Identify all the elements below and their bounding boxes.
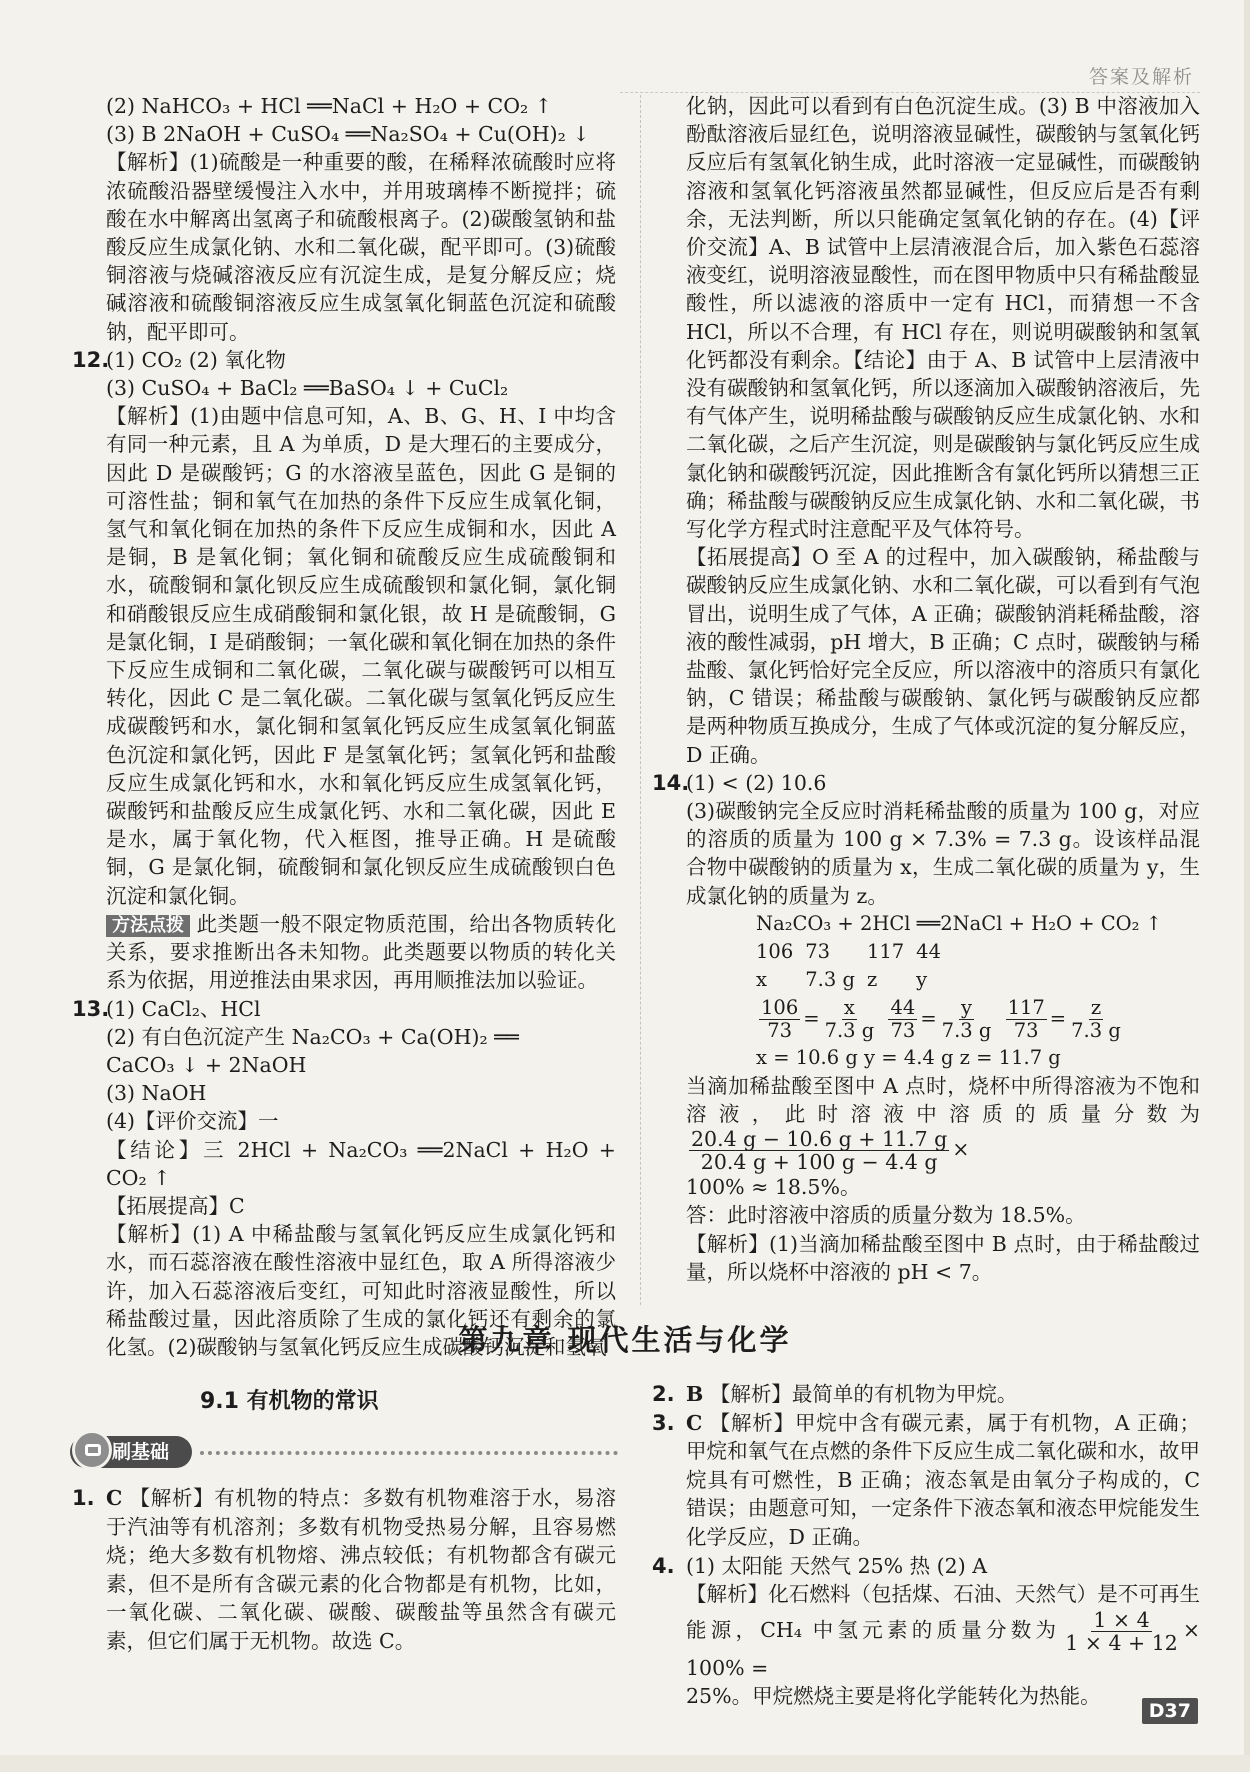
method-note [106, 910, 616, 995]
question-14 [652, 769, 1200, 797]
analysis-text: 【解析】(1)当滴加稀盐酸至图中 B 点时，由于稀盐酸过量，所以烧杯中溶液的 pH < 7。 [686, 1231, 1200, 1284]
method-tag: 方法点拨 [106, 915, 190, 937]
table-cell: z [866, 968, 878, 992]
answer-line: CaCO₃ ↓ + 2NaOH [106, 1052, 307, 1077]
choice-answer: C [686, 1410, 703, 1435]
table-cell: 106 [756, 940, 794, 964]
running-head: 答案及解析 [1088, 66, 1194, 88]
analysis-text: 【解析】(1) A 中稀盐酸与氢氧化钙反应生成氯化钙和水，而石蕊溶液在酸性溶液中显红色，取 A 所得溶液少许，加入石蕊溶液后变红，可知此时溶液显酸性，所以稀盐酸过量，因此溶质除了生成的氯化钙还有剩余的氯化氢。(2)碳酸钠与氢氧化钙反应生成碳酸钙沉淀和氢氧 [106, 1222, 616, 1359]
conclusion-lead: 当滴加稀盐酸至图中 A 点时，烧杯中所得溶液为不饱和溶液，此时溶液中溶质的质量分数为 [686, 1073, 1200, 1126]
numerator: z [1090, 995, 1102, 1019]
analysis-text: 化钠，因此可以看到有白色沉淀生成。(3) B 中溶液加入酚酞溶液后显红色，说明溶液显碱性，碳酸钠与氢氧化钙反应后有氢氧化钠生成，此时溶液一定显碱性，而碳酸钠溶液和氢氧化钙溶液虽然都显碱性，但反应后是否有剩余，无法判断，所以只能确定氢氧化钠的存在。(4)【评价交流】A、B 试管中上层清液混合后，加入紫色石蕊溶液变红，说明溶液显酸性，而在图甲物质中只有稀盐酸显酸性，所以滤液的溶质中一定有 HCl，而猜想一不含 HCl，所以不合理，有 HCl 存在，则说明碳酸钠和氢氧化钙都没有剩余。【结论】由于 A、B 试管中上层清液中没有碳酸钠和氢氧化钙，所以逐滴加入碳酸钠溶液后，先有气体产生，说明稀盐酸与碳酸钠反应生成氯化钠、水和二氧化碳，之后产生沉淀，则是碳酸钠与氯化钙反应生成氯化钠和碳酸钙沉淀，因此推断含有氯化钙所以猜想三正确；稀盐酸与碳酸钠反应生成氯化钠、水和二氧化碳，书写化学方程式时注意配平及气体符号。 [686, 94, 1200, 542]
fraction [888, 997, 917, 1042]
question-2 [652, 1380, 1200, 1409]
left-column [72, 92, 616, 1361]
right-column [652, 92, 1200, 1286]
ratio-row: $\frac{106}{73}$ = $\frac{x}{7.3 g}$ $\frac{44}{73}$ = $\frac{y}{7.3 g}$ $\frac{117}{73}$ = $\frac{z}{7.3 g}$ [761, 995, 1121, 1042]
denominator: 73 [890, 1018, 916, 1042]
answer-line: (2) 有白色沉淀产生 Na₂CO₃ + Ca(OH)₂ ══ [106, 1024, 519, 1049]
analysis-text: 【解析】(1)硫酸是一种重要的酸，在稀释浓硫酸时应将浓硫酸沿器壁缓慢注入水中，并用玻璃棒不断搅拌；硫酸在水中解离出氢离子和硫酸根离子。(2)碳酸氢钠和盐酸反应生成氯化钠、水和二氧化碳，配平即可。(3)硫酸铜溶液与烧碱溶液反应有沉淀生成，是复分解反应；烧碱溶液和硫酸铜溶液反应生成氢氧化铜蓝色沉淀和硫酸钠，配平即可。 [106, 150, 616, 344]
answer-line: (1) CaCl₂、HCl [106, 996, 261, 1021]
question-1-text [72, 1484, 616, 1656]
dotted-rule [200, 1451, 618, 1455]
denominator: 7.3 g [824, 1018, 875, 1042]
answer-line: (1) < (2) 10.6 [686, 770, 827, 795]
fraction [1069, 997, 1123, 1042]
fraction [759, 997, 800, 1042]
section-badge-row [70, 1436, 618, 1476]
results-line: x = 10.6 g y = 4.4 g z = 11.7 g [756, 1045, 1061, 1069]
numerator: 20.4 g − 10.6 g + 11.7 g [691, 1127, 948, 1152]
answer-line: (3) CuSO₄ + BaCl₂ ══BaSO₄ ↓ + CuCl₂ [106, 376, 509, 401]
numerator: 44 [890, 995, 916, 1019]
fraction [689, 1128, 949, 1173]
answer-line: (1) CO₂ (2) 氧化物 [106, 347, 286, 372]
answer-line: 【拓展提高】C [106, 1193, 245, 1218]
page-bottom-edge [0, 1755, 1250, 1772]
table-cell: y [916, 968, 928, 992]
answer-line: (3) NaOH [106, 1081, 207, 1106]
table-row [756, 966, 953, 994]
analysis-text: 【拓展提高】O 至 A 的过程中，加入碳酸钠，稀盐酸与碳酸钠反应生成氯化钠、水和二氧化碳，可以看到有气泡冒出，说明生成了气体，A 正确；碳酸钠消耗稀盐酸，溶液的酸性减弱，pH 增大，B 正确；C 点时，碳酸钠与稀盐酸、氯化钙恰好完全反应，所以溶液中的溶质只有氯化钠，C 错误；稀盐酸与碳酸钠、氯化钙与碳酸钠反应都是两种物质互换成分，生成了气体或沉淀的复分解反应，D 正确。 [686, 545, 1200, 767]
numerator: 106 [761, 995, 799, 1019]
page-number: D37 [1142, 1698, 1198, 1724]
page-edge [1244, 0, 1250, 1772]
answer-line: (1) 太阳能 天然气 25% 热 (2) A [686, 1553, 988, 1578]
denominator: 73 [1013, 1018, 1039, 1042]
question-12 [72, 346, 616, 374]
question-4 [652, 1552, 1200, 1581]
times-sign: × [952, 1137, 970, 1162]
fraction [1063, 1609, 1180, 1654]
table-cell: 7.3 g [805, 968, 855, 992]
answer-line: (2) NaHCO₃ + HCl ══NaCl + H₂O + CO₂ ↑ [106, 94, 552, 118]
questions-2-4 [652, 1380, 1200, 1711]
choice-answer: C [106, 1486, 123, 1510]
question-3 [652, 1409, 1200, 1552]
chapter-title: 第九章 现代生活与化学 [458, 1323, 792, 1357]
question-number: 13. [72, 996, 110, 1021]
section-title: 9.1 有机物的常识 [200, 1389, 379, 1414]
badge-label: 刷基础 [112, 1441, 170, 1463]
analysis-text: 【解析】有机物的特点：多数有机物难溶于水，易溶于汽油等有机溶剂；多数有机物受热易分解，且容易燃烧；绝大多数有机物熔、沸点较低；有机物都含有碳元素，但不是所有含碳元素的化合物都是有机物，比如，一氧化碳、二氧化碳、碳酸、碳酸盐等虽然含有碳元素，但它们属于无机物。故选 C。 [106, 1486, 616, 1653]
table-cell: 117 [866, 940, 905, 964]
basics-badge [70, 1436, 192, 1468]
table-cell: x [756, 968, 767, 992]
answer-text: (3)碳酸钠完全反应时消耗稀盐酸的质量为 100 g，对应的溶质的质量为 100 g × 7.3% = 7.3 g。设该样品混合物中碳酸钠的质量为 x，生成二氧化碳的质量为 y，生成氯化钠的质量为 z。 [686, 799, 1200, 908]
question-number: 12. [72, 347, 110, 372]
analysis-text: 【解析】(1)由题中信息可知，A、B、G、H、I 中均含有同一种元素，且 A 为单质，D 是大理石的主要成分，因此 D 是碳酸钙；G 的水溶液呈蓝色，因此 G 是铜的可溶性盐；铜和氧气在加热的条件下反应生成氧化铜，氢气和氧化铜在加热的条件下反应生成铜和水，因此 A 是铜，B 是氧化铜；氧化铜和硫酸反应生成硫酸铜和水，硫酸铜和氯化钡反应生成硫酸钡和氯化铜，氯化铜和硝酸银反应生成硝酸铜和氯化银，故 H 是硫酸铜，G 是氯化铜，I 是硝酸铜；一氧化碳和氧化铜在加热的条件下反应生成铜和二氧化碳，二氧化碳与碳酸钙可以相互转化，因此 C 是二氧化碳。二氧化碳与氢氧化钙反应生成碳酸钙和水，氯化铜和氢氧化钙反应生成氢氧化铜蓝色沉淀和氯化钙，因此 F 是氢氧化钙；氢氧化钙和盐酸反应生成氯化钙和水，水和氧化钙反应生成氢氧化钙，碳酸钙和盐酸反应生成氯化钙、水和二氧化碳，因此 E 是水，属于氧化物，代入框图，推导正确。H 是硫酸铜，G 是氯化铜，硫酸铜和氯化钡反应生成硫酸钡白色沉淀和氯化铜。 [106, 404, 616, 908]
denominator: 7.3 g [1071, 1018, 1121, 1042]
denominator: 73 [767, 1018, 793, 1042]
answer-line: (3) B 2NaOH + CuSO₄ ══Na₂SO₄ + Cu(OH)₂ ↓ [106, 122, 590, 147]
analysis-mid: × 100% = [686, 1617, 1200, 1680]
question-number: 14. [652, 770, 690, 795]
analysis-text: 【解析】最简单的有机物为甲烷。 [709, 1382, 1018, 1406]
question-number: 1. [72, 1486, 95, 1510]
method-text: 此类题一般不限定物质范围，给出各物质转化关系，要求推断出各未知物。此类题要以物质的转化关系为依据，用逆推法由果求因，再用顺推法加以验证。 [106, 911, 616, 993]
numerator: 1 × 4 [1093, 1607, 1150, 1632]
denominator: 7.3 g [941, 1018, 992, 1042]
answer-line: (4)【评价交流】一 [106, 1109, 279, 1134]
choice-answer: B [686, 1382, 704, 1406]
analysis-tail: 25%。甲烷燃烧主要是将化学能转化为热能。 [686, 1684, 1101, 1709]
numerator: y [960, 995, 973, 1019]
answer-statement: 答：此时溶液中溶质的质量分数为 18.5%。 [686, 1203, 1086, 1228]
conclusion-text [686, 1072, 1200, 1173]
calculation-block [756, 910, 1200, 1072]
question-number: 3. [652, 1410, 675, 1435]
question-number: 4. [652, 1553, 675, 1578]
denominator: 20.4 g + 100 g − 4.4 g [700, 1150, 938, 1175]
table-cell: 73 [805, 940, 831, 964]
fraction [823, 997, 877, 1042]
analysis-lead: 【解析】化石燃料（包括煤、石油、天然气）是不可再生能源，CH₄ 中氢元素的质量分数为 [686, 1582, 1200, 1642]
question-number: 2. [652, 1382, 675, 1406]
table-row [756, 938, 953, 966]
column-divider [640, 95, 641, 1305]
analysis-text [686, 1580, 1200, 1682]
question-1 [72, 1484, 616, 1656]
numerator: x [843, 995, 855, 1019]
question-13 [72, 995, 616, 1023]
percent-line: 100% ≈ 18.5%。 [686, 1175, 861, 1200]
table-cell: 44 [916, 940, 941, 964]
denominator: 1 × 4 + 12 [1065, 1630, 1178, 1655]
answer-line: 【结论】三 2HCl + Na₂CO₃ ══2NaCl + H₂O + CO₂ ↑ [106, 1137, 616, 1190]
chemical-equation: Na₂CO₃ + 2HCl ══2NaCl + H₂O + CO₂ ↑ [756, 911, 1163, 935]
fraction [1006, 997, 1047, 1042]
analysis-text: 【解析】甲烷中含有碳元素，属于有机物，A 正确；甲烷和氧气在点燃的条件下反应生成二氧化碳和水，故甲烷具有可燃性，B 正确；液态氧是由氧分子构成的，C 错误；由题意可知，一定条件下液态氧和液态甲烷能发生化学反应，D 正确。 [686, 1410, 1200, 1549]
mass-table [756, 938, 953, 994]
fraction [940, 997, 994, 1042]
numerator: 117 [1007, 995, 1045, 1019]
book-icon [72, 1430, 112, 1470]
